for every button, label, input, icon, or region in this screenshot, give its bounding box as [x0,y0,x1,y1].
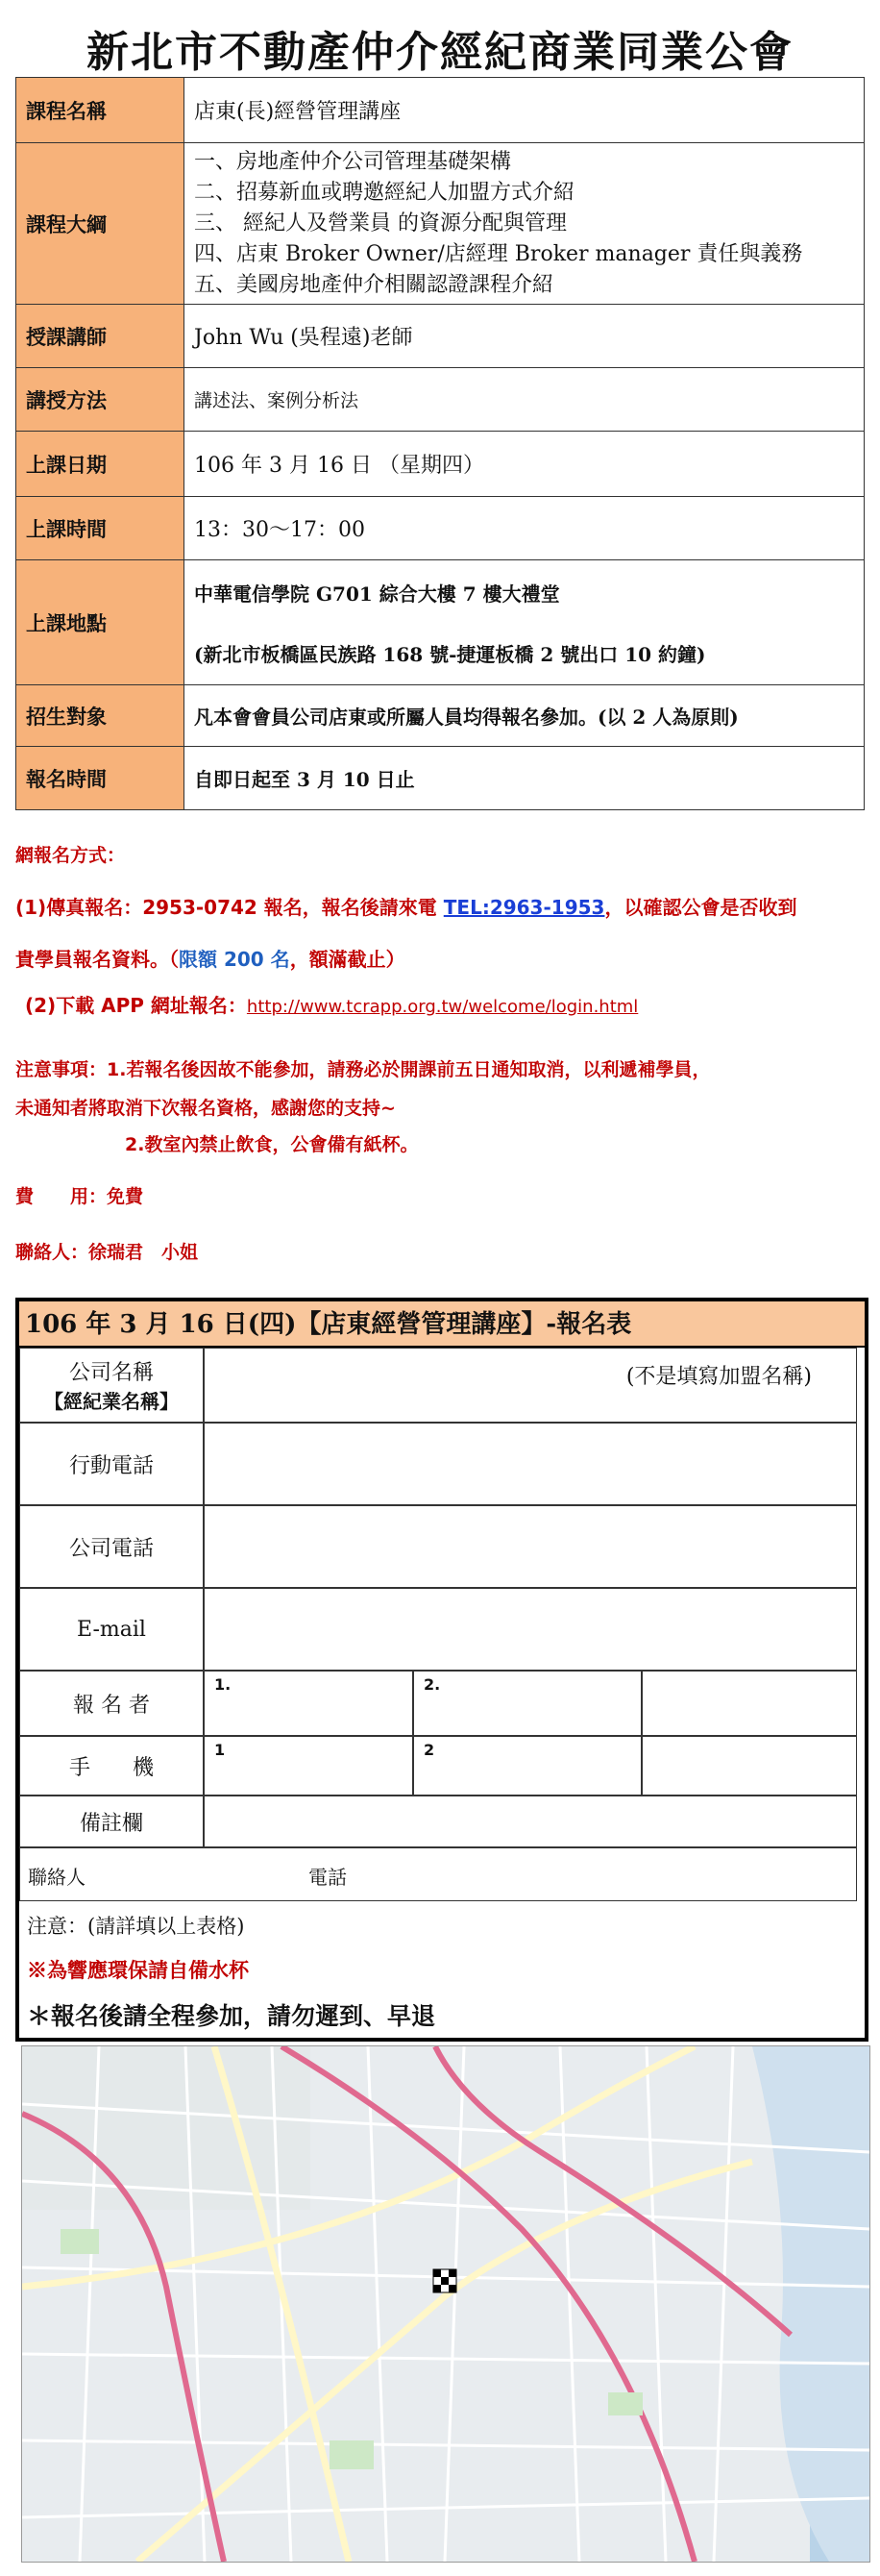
registrant-2-num: 2. [424,1675,441,1694]
company-label-1: 公司名稱 [68,1361,154,1385]
fee-label: 費 用： [15,1186,108,1207]
note-1b: 未通知者將取消下次報名資格，感謝您的支持~ [15,1098,396,1119]
note-1 [15,1055,710,1081]
outline-item: 一、房地產仲介公司管理基礎架構 [194,149,512,174]
form-phone-label: 電話 [308,1866,347,1889]
cellphone-2-num: 2 [424,1741,435,1759]
contact-value: 徐瑞君 小姐 [88,1242,199,1263]
course-info-table [15,77,865,810]
registrant-2-input[interactable] [413,1671,642,1736]
cellphone-1-input[interactable] [204,1736,413,1796]
company-input[interactable] [204,1348,857,1423]
company-phone-label: 公司電話 [19,1505,204,1588]
place-label: 上課地點 [16,560,184,685]
registrant-1-input[interactable] [204,1671,413,1736]
registrant-1-num: 1. [214,1675,232,1694]
method: 講述法、案例分析法 [184,368,865,432]
registration-form [15,1298,868,2042]
place [184,560,865,685]
cellphone-2-input[interactable] [413,1736,642,1796]
attend-note: ＊報名後請全程參加，請勿遲到、早退 [27,2002,436,2030]
app-line [25,990,638,1018]
fax-text-2: ，以確認公會是否收到 [604,896,797,919]
time: 13：30～17：00 [184,497,865,560]
target: 凡本會會員公司店東或所屬人員均得報名參加。(以 2 人為原則) [184,685,865,747]
reg-time-label: 報名時間 [16,747,184,810]
registration-heading: 網報名方式： [15,845,126,866]
mobile-label: 行動電話 [19,1423,204,1505]
course-name-label: 課程名稱 [16,78,184,143]
outline-item: 三、 經紀人及營業員 的資源分配與管理 [194,211,567,235]
teacher: John Wu (吳程遠)老師 [184,305,865,368]
form-note: 注意：(請詳填以上表格) [27,1915,245,1938]
cellphone-3-input[interactable] [642,1736,857,1796]
company-label [19,1348,204,1423]
course-name: 店東(長)經營管理講座 [184,78,865,143]
place-line-1: 中華電信學院 G701 綜合大樓 7 樓大禮堂 [194,582,560,606]
eco-note: ※為響應環保請自備水杯 [27,1958,249,1982]
contact-line [15,1238,198,1264]
course-outline [184,143,865,305]
fee-value: 免費 [107,1186,144,1207]
date: 106 年 3 月 16 日 （星期四） [184,432,865,497]
fax-text: (1)傳真報名：2953-0742 報名，報名後請來電 [15,896,444,919]
course-outline-label: 課程大綱 [16,143,184,305]
time-label: 上課時間 [16,497,184,560]
email-label: E-mail [19,1588,204,1671]
fax-line-2 [15,944,405,972]
date-label: 上課日期 [16,432,184,497]
page-title: 新北市不動產仲介經紀商業同業公會 [86,28,794,77]
remarks-input[interactable] [204,1796,857,1847]
map-graphic [22,2046,869,2562]
contact-label: 聯絡人： [15,1242,89,1263]
fax-limit: 限額 200 名 [179,948,290,971]
notes-label: 注意事項： [15,1059,108,1080]
reg-time: 自即日起至 3 月 10 日止 [184,747,865,810]
fax-line2-b: ，額滿截止） [289,948,405,971]
registrant-3-input[interactable] [642,1671,857,1736]
outline-item: 二、招募新血或聘邀經紀人加盟方式介紹 [194,180,575,205]
fax-tel-link[interactable]: TEL:2963-1953 [443,896,605,919]
teacher-label: 授課講師 [16,305,184,368]
form-contact-label: 聯絡人 [28,1866,86,1889]
form-title: 106 年 3 月 16 日(四)【店東經營管理講座】-報名表 [19,1301,865,1348]
fax-line [15,892,796,920]
place-line-2: (新北市板橋區民族路 168 號-捷運板橋 2 號出口 10 約鐘) [194,642,706,666]
note-2: 2.教室內禁止飲食，公會備有紙杯。 [125,1134,419,1155]
app-url-link[interactable]: http://www.tcrapp.org.tw/welcome/login.html [246,997,639,1017]
registrant-label: 報 名 者 [19,1671,204,1736]
outline-item: 四、店東 Broker Owner/店經理 Broker manager 責任與義務 [194,241,803,266]
note-1a: 1.若報名後因故不能參加，請務必於開課前五日通知取消，以利遞補學員， [107,1059,711,1080]
fax-line2-a: 貴學員報名資料。（ [15,948,179,971]
outline-item: 五、美國房地產仲介相關認證課程介紹 [194,272,554,297]
company-phone-input[interactable] [204,1505,857,1588]
method-label: 講授方法 [16,368,184,432]
email-input[interactable] [204,1588,857,1671]
location-map [21,2045,870,2563]
target-label: 招生對象 [16,685,184,747]
company-note: (不是填寫加盟名稱) [625,1365,812,1389]
company-label-2: 【經紀業名稱】 [44,1390,179,1413]
cellphone-1-num: 1 [214,1741,226,1759]
contact-row[interactable] [19,1847,857,1901]
map-location-marker [433,2269,456,2292]
app-text: (2)下載 APP 網址報名： [25,994,247,1017]
cellphone-label: 手 機 [19,1736,204,1796]
mobile-input[interactable] [204,1423,857,1505]
fee-line [15,1182,143,1208]
remarks-label: 備註欄 [19,1796,204,1847]
